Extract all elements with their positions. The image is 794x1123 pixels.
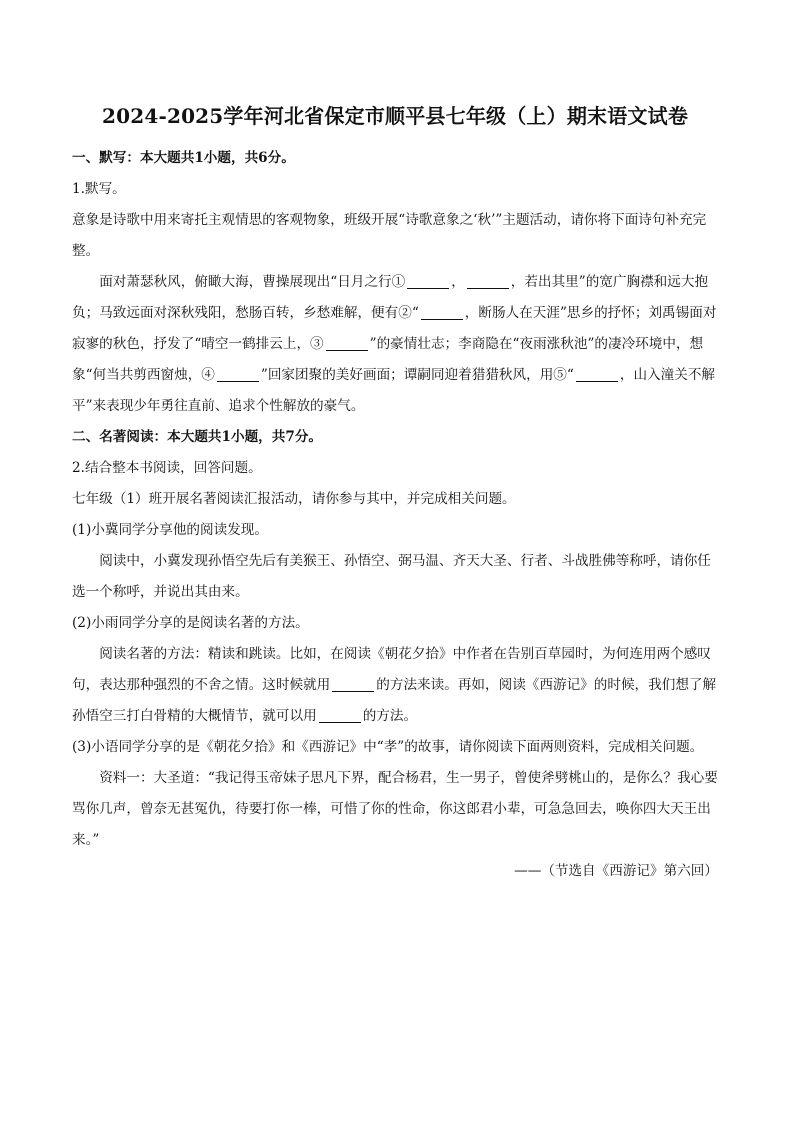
page-title: 2024-2025学年河北省保定市顺平县七年级（上）期末语文试卷 (101, 104, 689, 128)
sub-question-1: (1)小冀同学分享他的阅读发现。 (72, 522, 268, 538)
question-1-paragraph (72, 267, 718, 422)
text-fragment: ，断肠人在天涯”思乡的抒怀；刘禹锡面对寂寥的秋色，抒发了“晴空一鹤排云上，③ (72, 305, 717, 352)
text-fragment: ”的豪情壮志；李商隐在“夜雨涨秋池”的凄冷环境中，想象“何当共剪西窗烛，④ (72, 336, 704, 383)
question-2-label: 2.结合整本书阅读，回答问题。 (72, 460, 262, 476)
answer-blank-1a[interactable] (407, 274, 449, 289)
answer-blank-2[interactable] (421, 305, 463, 320)
section-heading-2: 二、名著阅读：本大题共1小题，共7分。 (72, 429, 323, 445)
text-fragment: ，山入潼关不解平”来表现少年勇往直前、追求个性解放的豪气。 (72, 367, 716, 414)
text-fragment: 阅读名著的方法：精读和跳读。比如，在阅读《朝花夕拾》中作者在告别百草园时，为何连用两个感叹句，表达那种强烈的不舍之情。这时候就用 (72, 646, 711, 693)
answer-blank-method-2[interactable] (319, 708, 361, 723)
answer-blank-3[interactable] (326, 336, 368, 351)
question-1-intro: 意象是诗歌中用来寄托主观情思的客观物象，班级开展“诗歌意象之‘秋’”主题活动，请你将下面诗句补充完整。 (72, 212, 707, 259)
answer-blank-method-1[interactable] (332, 677, 374, 692)
text-fragment: ”回家团聚的美好画面；谭嗣同迎着猎猎秋风，用⑤“ (260, 367, 574, 383)
text-fragment: 的方法。 (362, 708, 418, 724)
answer-blank-5[interactable] (576, 367, 618, 382)
question-2-intro: 七年级（1）班开展名著阅读汇报活动，请你参与其中，并完成相关问题。 (72, 491, 516, 507)
text-fragment: ， (451, 274, 465, 290)
answer-blank-4[interactable] (217, 367, 259, 382)
text-fragment: 的方法来读。再如，阅读《西游记》的时候，我们想了解孙悟空三打白骨精的大概情节，就可以用 (72, 677, 717, 724)
sub-question-2-body (72, 639, 718, 732)
section-heading-1: 一、默写：本大题共1小题，共6分。 (72, 150, 295, 166)
material-1-source: ——（节选自《西游记》第六回） (514, 863, 718, 879)
text-fragment: 面对萧瑟秋风，俯瞰大海，曹操展现出“日月之行① (99, 274, 406, 290)
sub-question-3: (3)小语同学分享的是《朝花夕拾》和《西游记》中“孝”的故事，请你阅读下面两则资料，完成相关问题。 (72, 739, 704, 755)
answer-blank-1b[interactable] (467, 274, 509, 289)
text-fragment: ，若出其里”的宽广胸襟和远大抱负；马致远面对深秋残阳，愁肠百转，乡愁难解，便有②“ (72, 274, 709, 321)
sub-question-2: (2)小雨同学分享的是阅读名著的方法。 (72, 615, 309, 631)
material-1: 资料一：大圣道：“我记得玉帝妹子思凡下界，配合杨君，生一男子，曾使斧劈桃山的，是你么？我心要骂你几声，曾奈无甚冤仇，待要打你一棒，可惜了你的性命，你这郎君小辈，可急急回去，唤你四大天王出来。” (72, 770, 718, 848)
sub-question-1-body: 阅读中，小冀发现孙悟空先后有美猴王、孙悟空、弼马温、齐天大圣、行者、斗战胜佛等称呼，请你任选一个称呼，并说出其由来。 (72, 553, 711, 600)
question-1-label: 1.默写。 (72, 181, 126, 197)
